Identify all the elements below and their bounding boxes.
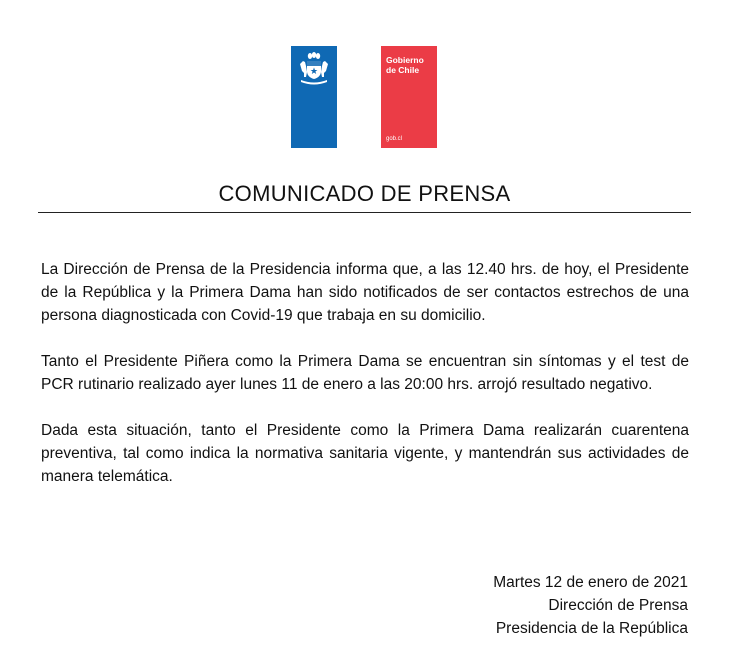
document-body [41,258,689,511]
gobierno-de-chile-logo [291,46,437,148]
paragraph-1: La Dirección de Prensa de la Presidencia informa que, a las 12.40 hrs. de hoy, el Presidente de la República y la Primera Dama han sido notificados de ser contactos estrechos de una persona diagnosticada con Covid-19 que trabaja en su domicilio. [41,261,689,324]
title-divider [38,212,691,213]
document-title: COMUNICADO DE PRENSA [218,181,511,206]
signature-date: Martes 12 de enero de 2021 [493,574,688,591]
logo-line-1: Gobierno [386,55,424,65]
logo-site: gob.cl [386,136,403,142]
coat-of-arms-icon [297,52,331,86]
logo-line-2: de Chile [386,65,420,75]
logo-wordmark [386,55,424,75]
paragraph-3: Dada esta situación, tanto el Presidente como la Primera Dama realizarán cuarentena preventiva, tal como indica la normativa sanitaria vigente, y mantendrán sus actividades de manera telemática. [41,422,689,485]
logo-blue-panel [291,46,337,148]
paragraph-2: Tanto el Presidente Piñera como la Primera Dama se encuentran sin síntomas y el test de PCR rutinario realizado ayer lunes 11 de enero a las 20:00 hrs. arrojó resultado negativo. [41,353,689,393]
signature-block [493,571,688,640]
logo-red-panel [381,46,437,148]
signature-office: Dirección de Prensa [548,597,688,614]
signature-institution: Presidencia de la República [495,620,688,637]
